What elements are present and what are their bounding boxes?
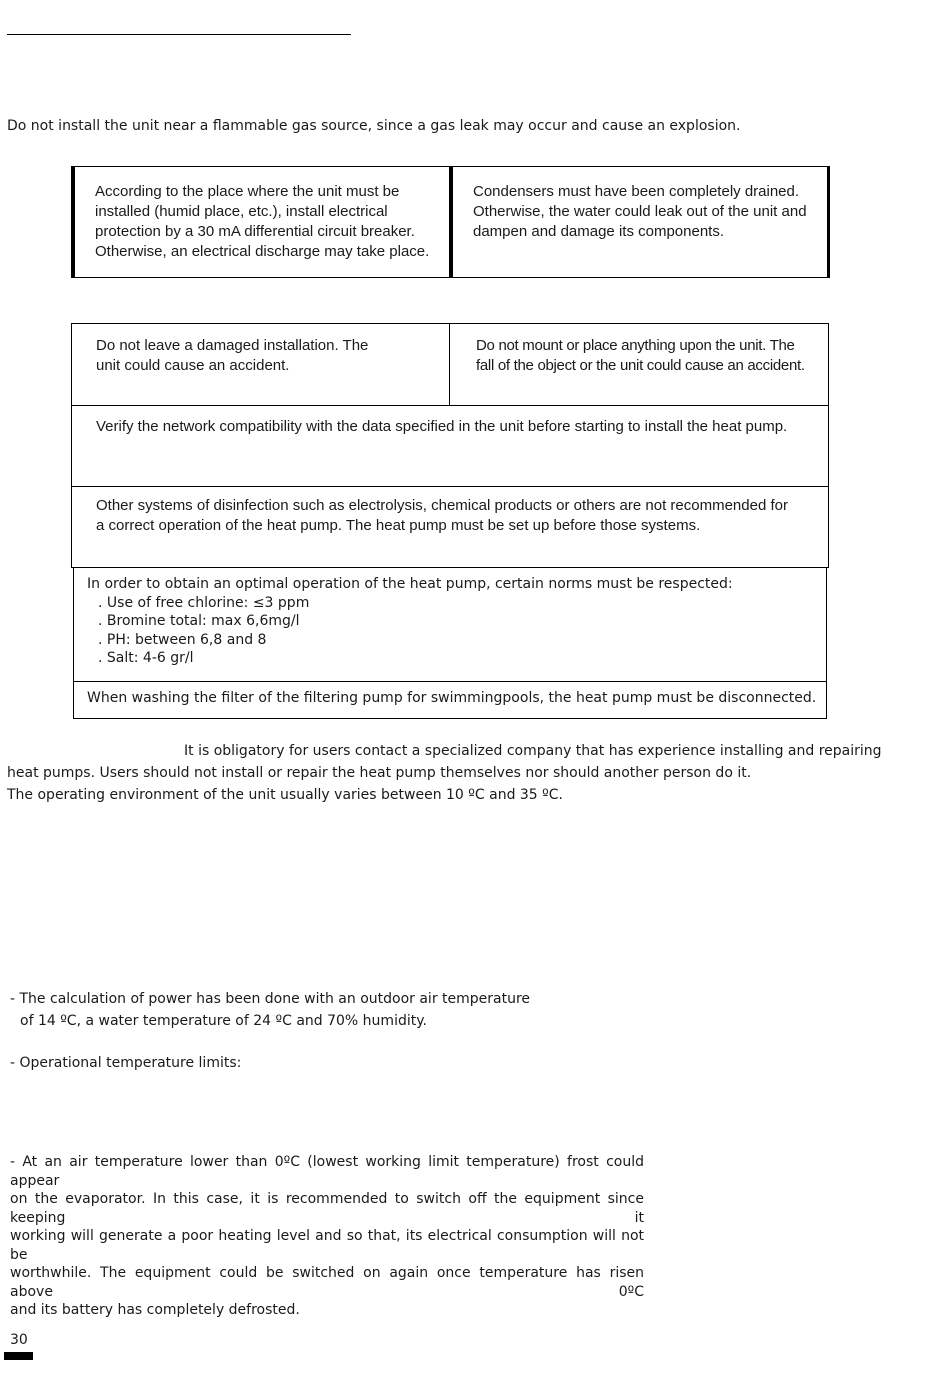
box-border-left (71, 167, 75, 277)
gas-warning: Do not install the unit near a flammable gas source, since a gas leak may occur and cause an explosion. (7, 118, 741, 134)
norm-item: . Bromine total: max 6,6mg/l (98, 613, 300, 629)
calc-line2: of 14 ºC, a water temperature of 24 ºC and 70% humidity. (20, 1013, 427, 1029)
filter-washing-text: When washing the filter of the filtering pump for swimmingpools, the heat pump must be disconnected. (87, 690, 817, 706)
obligatory-line2: heat pumps. Users should not install or repair the heat pump themselves nor should another person do it. (7, 765, 752, 781)
frost-paragraph: - At an air temperature lower than 0ºC (lowest working limit temperature) frost could appear on the evaporator. In this case, it is recommended to switch off the equipment since keeping it working will generate a poor heating level and so that, its electrical consumption will not be worthwhile. The equipment could be switched on again once temperature has risen above 0ºC and its battery has completely defrosted. (10, 1154, 644, 1318)
operating-environment: The operating environment of the unit usually varies between 10 ºC and 35 ºC. (7, 787, 563, 803)
box-divider (449, 167, 453, 277)
obligatory-line1: It is obligatory for users contact a specialized company that has experience installing and repairing (184, 743, 882, 759)
damaged-installation-text: Do not leave a damaged installation. The unit could cause an accident. (96, 337, 369, 374)
norms-list: In order to obtain an optimal operation of the heat pump, certain norms must be respected: . Use of free chlorine: ≤3 ppm . Bromine total: max 6,6mg/l . PH: between 6,8 and 8 . Salt: 4-6 gr/l (87, 576, 733, 666)
electrical-protection-text: According to the place where the unit must be installed (humid place, etc.), install electrical protection by a 30 mA differential circuit breaker. Otherwise, an electrical discharge may take place. (95, 183, 430, 260)
warning-table (71, 323, 829, 568)
header-rule (7, 34, 351, 35)
table-divider (449, 324, 450, 405)
table-rule (72, 486, 828, 487)
norms-table (73, 567, 827, 719)
warning-box-electrical (71, 166, 830, 278)
norm-item: . Salt: 4-6 gr/l (98, 650, 194, 666)
page-number: 30 (10, 1332, 28, 1348)
norm-item: . Use of free chlorine: ≤3 ppm (98, 594, 310, 611)
temperature-limits-heading: - Operational temperature limits: (10, 1055, 242, 1071)
do-not-mount-text: Do not mount or place anything upon the unit. The fall of the object or the unit could cause an accident. (476, 337, 805, 374)
disinfection-text: Other systems of disinfection such as electrolysis, chemical products or others are not recommended for a correct operation of the heat pump. The heat pump must be set up before those systems. (96, 497, 788, 534)
norm-item: . PH: between 6,8 and 8 (98, 631, 267, 648)
condenser-drain-text: Condensers must have been completely drained. Otherwise, the water could leak out of the unit and dampen and damage its components. (473, 183, 807, 240)
calc-line1: - The calculation of power has been done with an outdoor air temperature (10, 991, 531, 1007)
table-rule (74, 681, 826, 682)
network-compat-text: Verify the network compatibility with the data specified in the unit before starting to install the heat pump. (96, 418, 788, 435)
box-border-right (827, 167, 830, 277)
page-marker (4, 1352, 33, 1360)
table-rule (72, 405, 828, 406)
